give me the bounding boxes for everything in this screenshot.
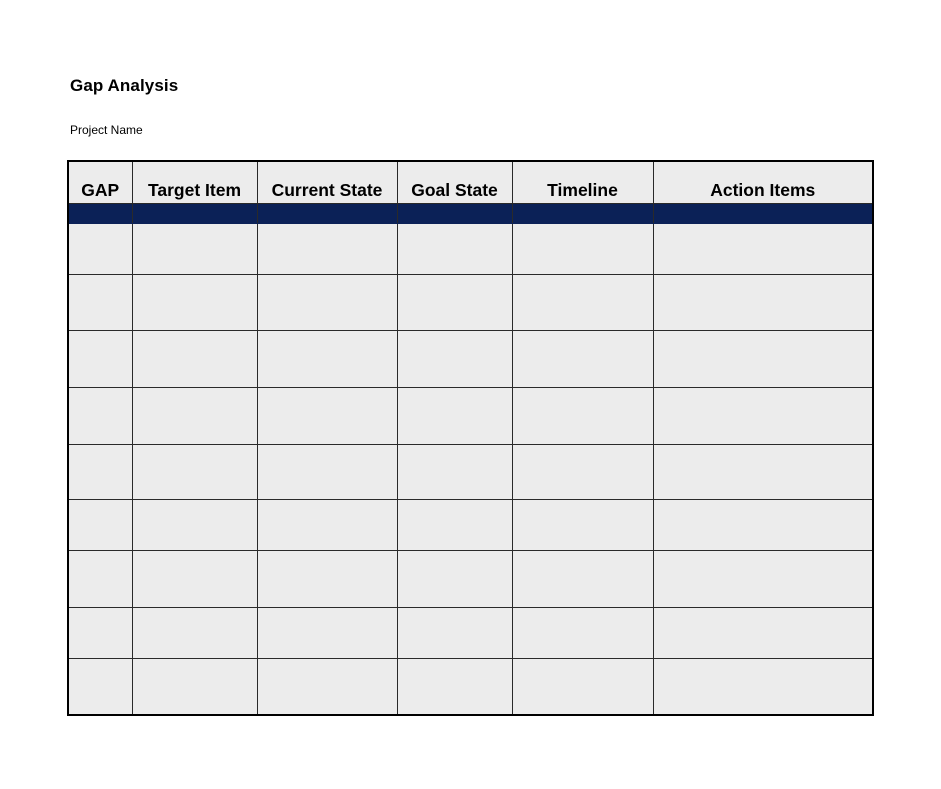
table-cell-action-items[interactable] — [653, 658, 873, 715]
table-cell-timeline[interactable] — [512, 607, 653, 658]
table-cell-target-item[interactable] — [132, 387, 257, 444]
table-row — [68, 444, 873, 499]
table-cell-gap[interactable] — [68, 607, 132, 658]
table-cell-timeline[interactable] — [512, 550, 653, 607]
table-cell-timeline[interactable] — [512, 658, 653, 715]
column-header-action-items: Action Items — [653, 161, 873, 203]
table-cell-action-items[interactable] — [653, 607, 873, 658]
table-row — [68, 550, 873, 607]
table-cell-goal-state[interactable] — [397, 444, 512, 499]
table-cell-goal-state[interactable] — [397, 607, 512, 658]
table-cell-target-item[interactable] — [132, 444, 257, 499]
table-cell-timeline[interactable] — [512, 499, 653, 550]
column-header-goal-state: Goal State — [397, 161, 512, 203]
table-cell-current-state[interactable] — [257, 330, 397, 387]
table-cell-gap[interactable] — [68, 658, 132, 715]
gap-analysis-table — [67, 160, 874, 716]
table-row — [68, 658, 873, 715]
table-cell-gap[interactable] — [68, 330, 132, 387]
band-cell — [257, 203, 397, 223]
table-cell-action-items[interactable] — [653, 444, 873, 499]
table-row — [68, 223, 873, 274]
table-cell-current-state[interactable] — [257, 387, 397, 444]
table-row — [68, 607, 873, 658]
table-cell-action-items[interactable] — [653, 550, 873, 607]
table-cell-timeline[interactable] — [512, 444, 653, 499]
table-cell-goal-state[interactable] — [397, 550, 512, 607]
table-cell-action-items[interactable] — [653, 223, 873, 274]
table-header-row — [68, 161, 873, 203]
table-cell-gap[interactable] — [68, 274, 132, 330]
table-cell-target-item[interactable] — [132, 330, 257, 387]
table-cell-target-item[interactable] — [132, 274, 257, 330]
table-cell-target-item[interactable] — [132, 607, 257, 658]
column-header-target-item: Target Item — [132, 161, 257, 203]
table-cell-timeline[interactable] — [512, 330, 653, 387]
table-cell-target-item[interactable] — [132, 658, 257, 715]
table-cell-gap[interactable] — [68, 387, 132, 444]
column-header-current-state: Current State — [257, 161, 397, 203]
table-cell-action-items[interactable] — [653, 330, 873, 387]
table-cell-gap[interactable] — [68, 223, 132, 274]
table-cell-timeline[interactable] — [512, 223, 653, 274]
table-row — [68, 499, 873, 550]
table-cell-timeline[interactable] — [512, 387, 653, 444]
table-cell-current-state[interactable] — [257, 499, 397, 550]
table-cell-action-items[interactable] — [653, 499, 873, 550]
table-row — [68, 387, 873, 444]
band-cell — [132, 203, 257, 223]
band-cell — [68, 203, 132, 223]
table-cell-target-item[interactable] — [132, 499, 257, 550]
table-cell-gap[interactable] — [68, 499, 132, 550]
column-header-timeline: Timeline — [512, 161, 653, 203]
table-cell-goal-state[interactable] — [397, 274, 512, 330]
table-row — [68, 274, 873, 330]
table-cell-goal-state[interactable] — [397, 658, 512, 715]
document-title: Gap Analysis — [70, 76, 179, 95]
table-cell-current-state[interactable] — [257, 607, 397, 658]
project-name-label: Project Name — [70, 123, 143, 137]
table-cell-gap[interactable] — [68, 444, 132, 499]
table-cell-target-item[interactable] — [132, 223, 257, 274]
table-cell-action-items[interactable] — [653, 387, 873, 444]
table-cell-action-items[interactable] — [653, 274, 873, 330]
band-cell — [512, 203, 653, 223]
table-cell-current-state[interactable] — [257, 550, 397, 607]
table-cell-target-item[interactable] — [132, 550, 257, 607]
table-cell-goal-state[interactable] — [397, 330, 512, 387]
table-cell-current-state[interactable] — [257, 274, 397, 330]
table-cell-current-state[interactable] — [257, 223, 397, 274]
table-cell-goal-state[interactable] — [397, 499, 512, 550]
table-cell-gap[interactable] — [68, 550, 132, 607]
table-cell-current-state[interactable] — [257, 658, 397, 715]
table-row — [68, 330, 873, 387]
band-cell — [397, 203, 512, 223]
table-cell-goal-state[interactable] — [397, 223, 512, 274]
table-cell-goal-state[interactable] — [397, 387, 512, 444]
band-cell — [653, 203, 873, 223]
column-header-gap: GAP — [68, 161, 132, 203]
table-cell-current-state[interactable] — [257, 444, 397, 499]
table-cell-timeline[interactable] — [512, 274, 653, 330]
header-color-band — [68, 203, 873, 223]
